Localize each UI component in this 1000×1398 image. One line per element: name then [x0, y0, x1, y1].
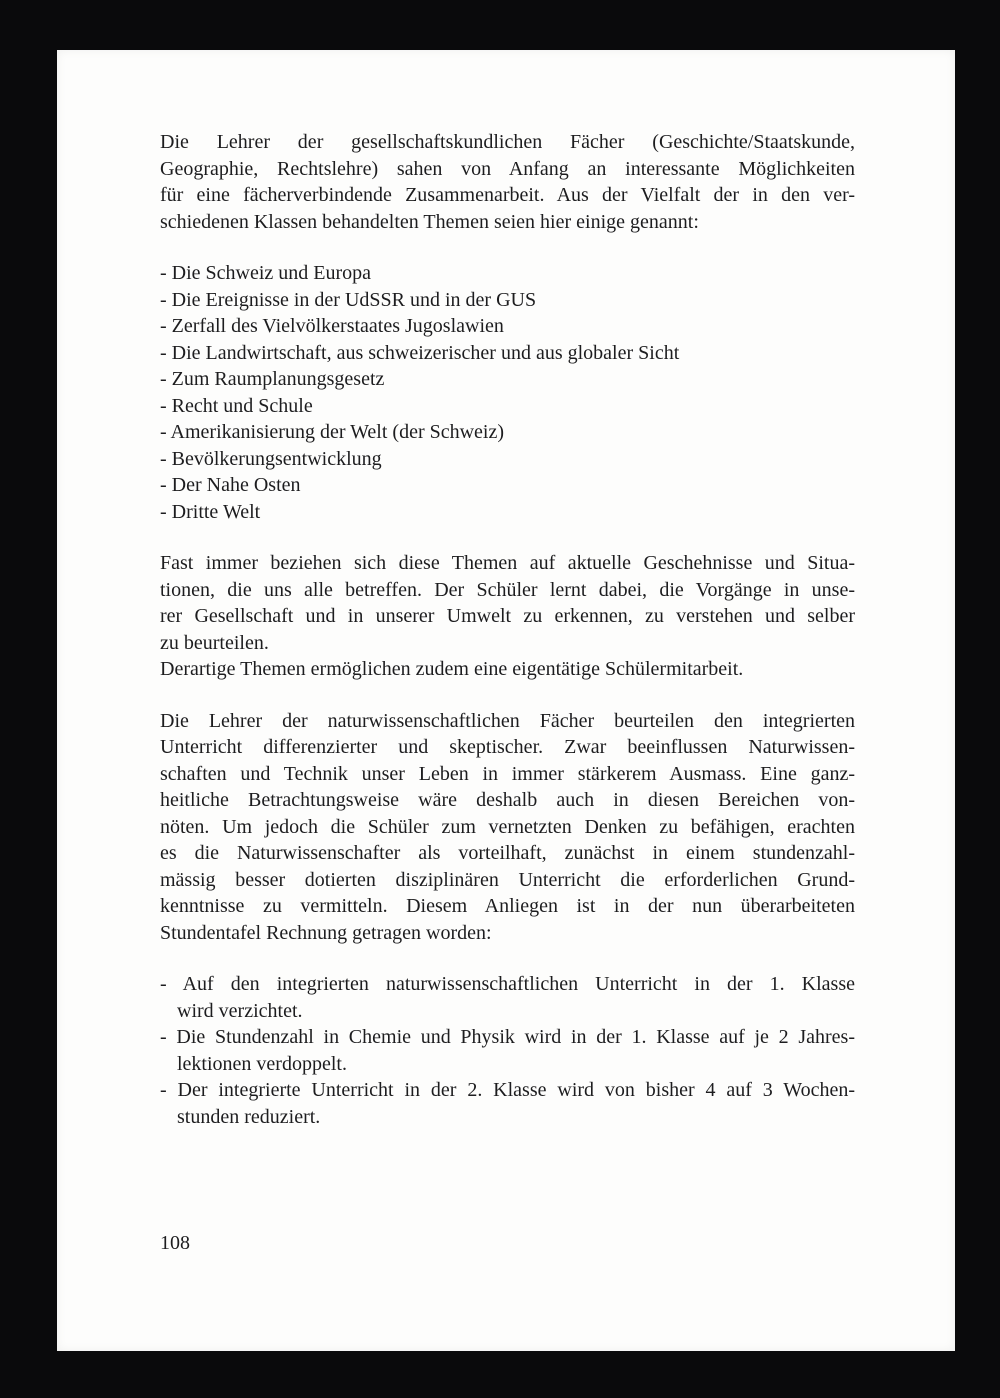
text-line: für eine fächerverbindende Zusammenarbeit. Aus der Vielfalt der in den ver-: [160, 184, 855, 206]
paragraph-social-subjects: [160, 129, 855, 235]
text-line: nöten. Um jedoch die Schüler zum vernetzten Denken zu befähigen, erachten: [160, 815, 855, 838]
text-line: - Amerikanisierung der Welt (der Schweiz): [160, 421, 505, 443]
book-page: [57, 50, 955, 1351]
text-line: kenntnisse zu vermitteln. Diesem Anliegen ist in der nun überarbeiteten: [160, 895, 855, 917]
text-line: - Der Nahe Osten: [160, 474, 301, 496]
text-line: - Die Landwirtschaft, aus schweizerischer und aus globaler Sicht: [160, 341, 680, 364]
text-line: - Die Stundenzahl in Chemie und Physik wird in der 1. Klasse auf je 2 Jahres-: [160, 1026, 855, 1048]
text-line: heitliche Betrachtungsweise wäre deshalb auch in diesen Bereichen von-: [160, 789, 855, 811]
text-line: Fast immer beziehen sich diese Themen auf aktuelle Geschehnisse und Situa-: [160, 552, 855, 574]
text-line: - Auf den integrierten naturwissenschaftlichen Unterricht in der 1. Klasse: [160, 973, 855, 995]
topics-list: [160, 260, 855, 525]
text-line: - Die Schweiz und Europa: [160, 262, 372, 284]
text-line: schiedenen Klassen behandelten Themen seien hier einige genannt:: [160, 210, 699, 233]
text-line: schaften und Technik unser Leben in immer stärkerem Ausmass. Eine ganz-: [160, 762, 855, 785]
text-line: mässig besser dotierten disziplinären Unterricht die erforderlichen Grund-: [160, 868, 855, 891]
text-line: Derartige Themen ermöglichen zudem eine eigentätige Schülermitarbeit.: [160, 658, 744, 680]
text-line: rer Gesellschaft und in unserer Umwelt zu erkennen, zu verstehen und selber: [160, 605, 855, 627]
text-line: tionen, die uns alle betreffen. Der Schüler lernt dabei, die Vorgänge in unse-: [160, 578, 855, 601]
text-line: zu beurteilen.: [160, 631, 269, 654]
text-line: - Recht und Schule: [160, 394, 313, 417]
text-line: - Zerfall des Vielvölkerstaates Jugoslawien: [160, 315, 504, 337]
text-line: - Die Ereignisse in der UdSSR und in der GUS: [160, 288, 537, 311]
page-number: 108: [160, 1232, 190, 1254]
paragraph-science-subjects: [160, 708, 855, 947]
text-line: stunden reduziert.: [177, 1105, 321, 1128]
text-line: - Bevölkerungsentwicklung: [160, 447, 382, 470]
text-line: es die Naturwissenschafter als vorteilhaft, zunächst in einem stundenzahl-: [160, 842, 855, 864]
text-line: - Zum Raumplanungsgesetz: [160, 368, 385, 390]
measures-list: [160, 971, 855, 1130]
text-line: lektionen verdoppelt.: [177, 1052, 347, 1075]
text-line: wird verzichtet.: [177, 999, 303, 1022]
text-line: Die Lehrer der naturwissenschaftlichen Fächer beurteilen den integrierten: [160, 709, 855, 732]
paragraph-current-events: [160, 550, 855, 683]
text-line: Die Lehrer der gesellschaftskundlichen Fächer (Geschichte/Staatskunde,: [160, 131, 855, 153]
page-text: [160, 129, 855, 1130]
text-line: Unterricht differenzierter und skeptischer. Zwar beeinflussen Naturwissen-: [160, 736, 855, 758]
text-line: Stundentafel Rechnung getragen worden:: [160, 921, 492, 944]
text-line: Geographie, Rechtslehre) sahen von Anfang an interessante Möglichkeiten: [160, 157, 855, 180]
text-line: - Dritte Welt: [160, 500, 261, 523]
text-line: - Der integrierte Unterricht in der 2. Klasse wird von bisher 4 auf 3 Wochen-: [160, 1079, 855, 1101]
